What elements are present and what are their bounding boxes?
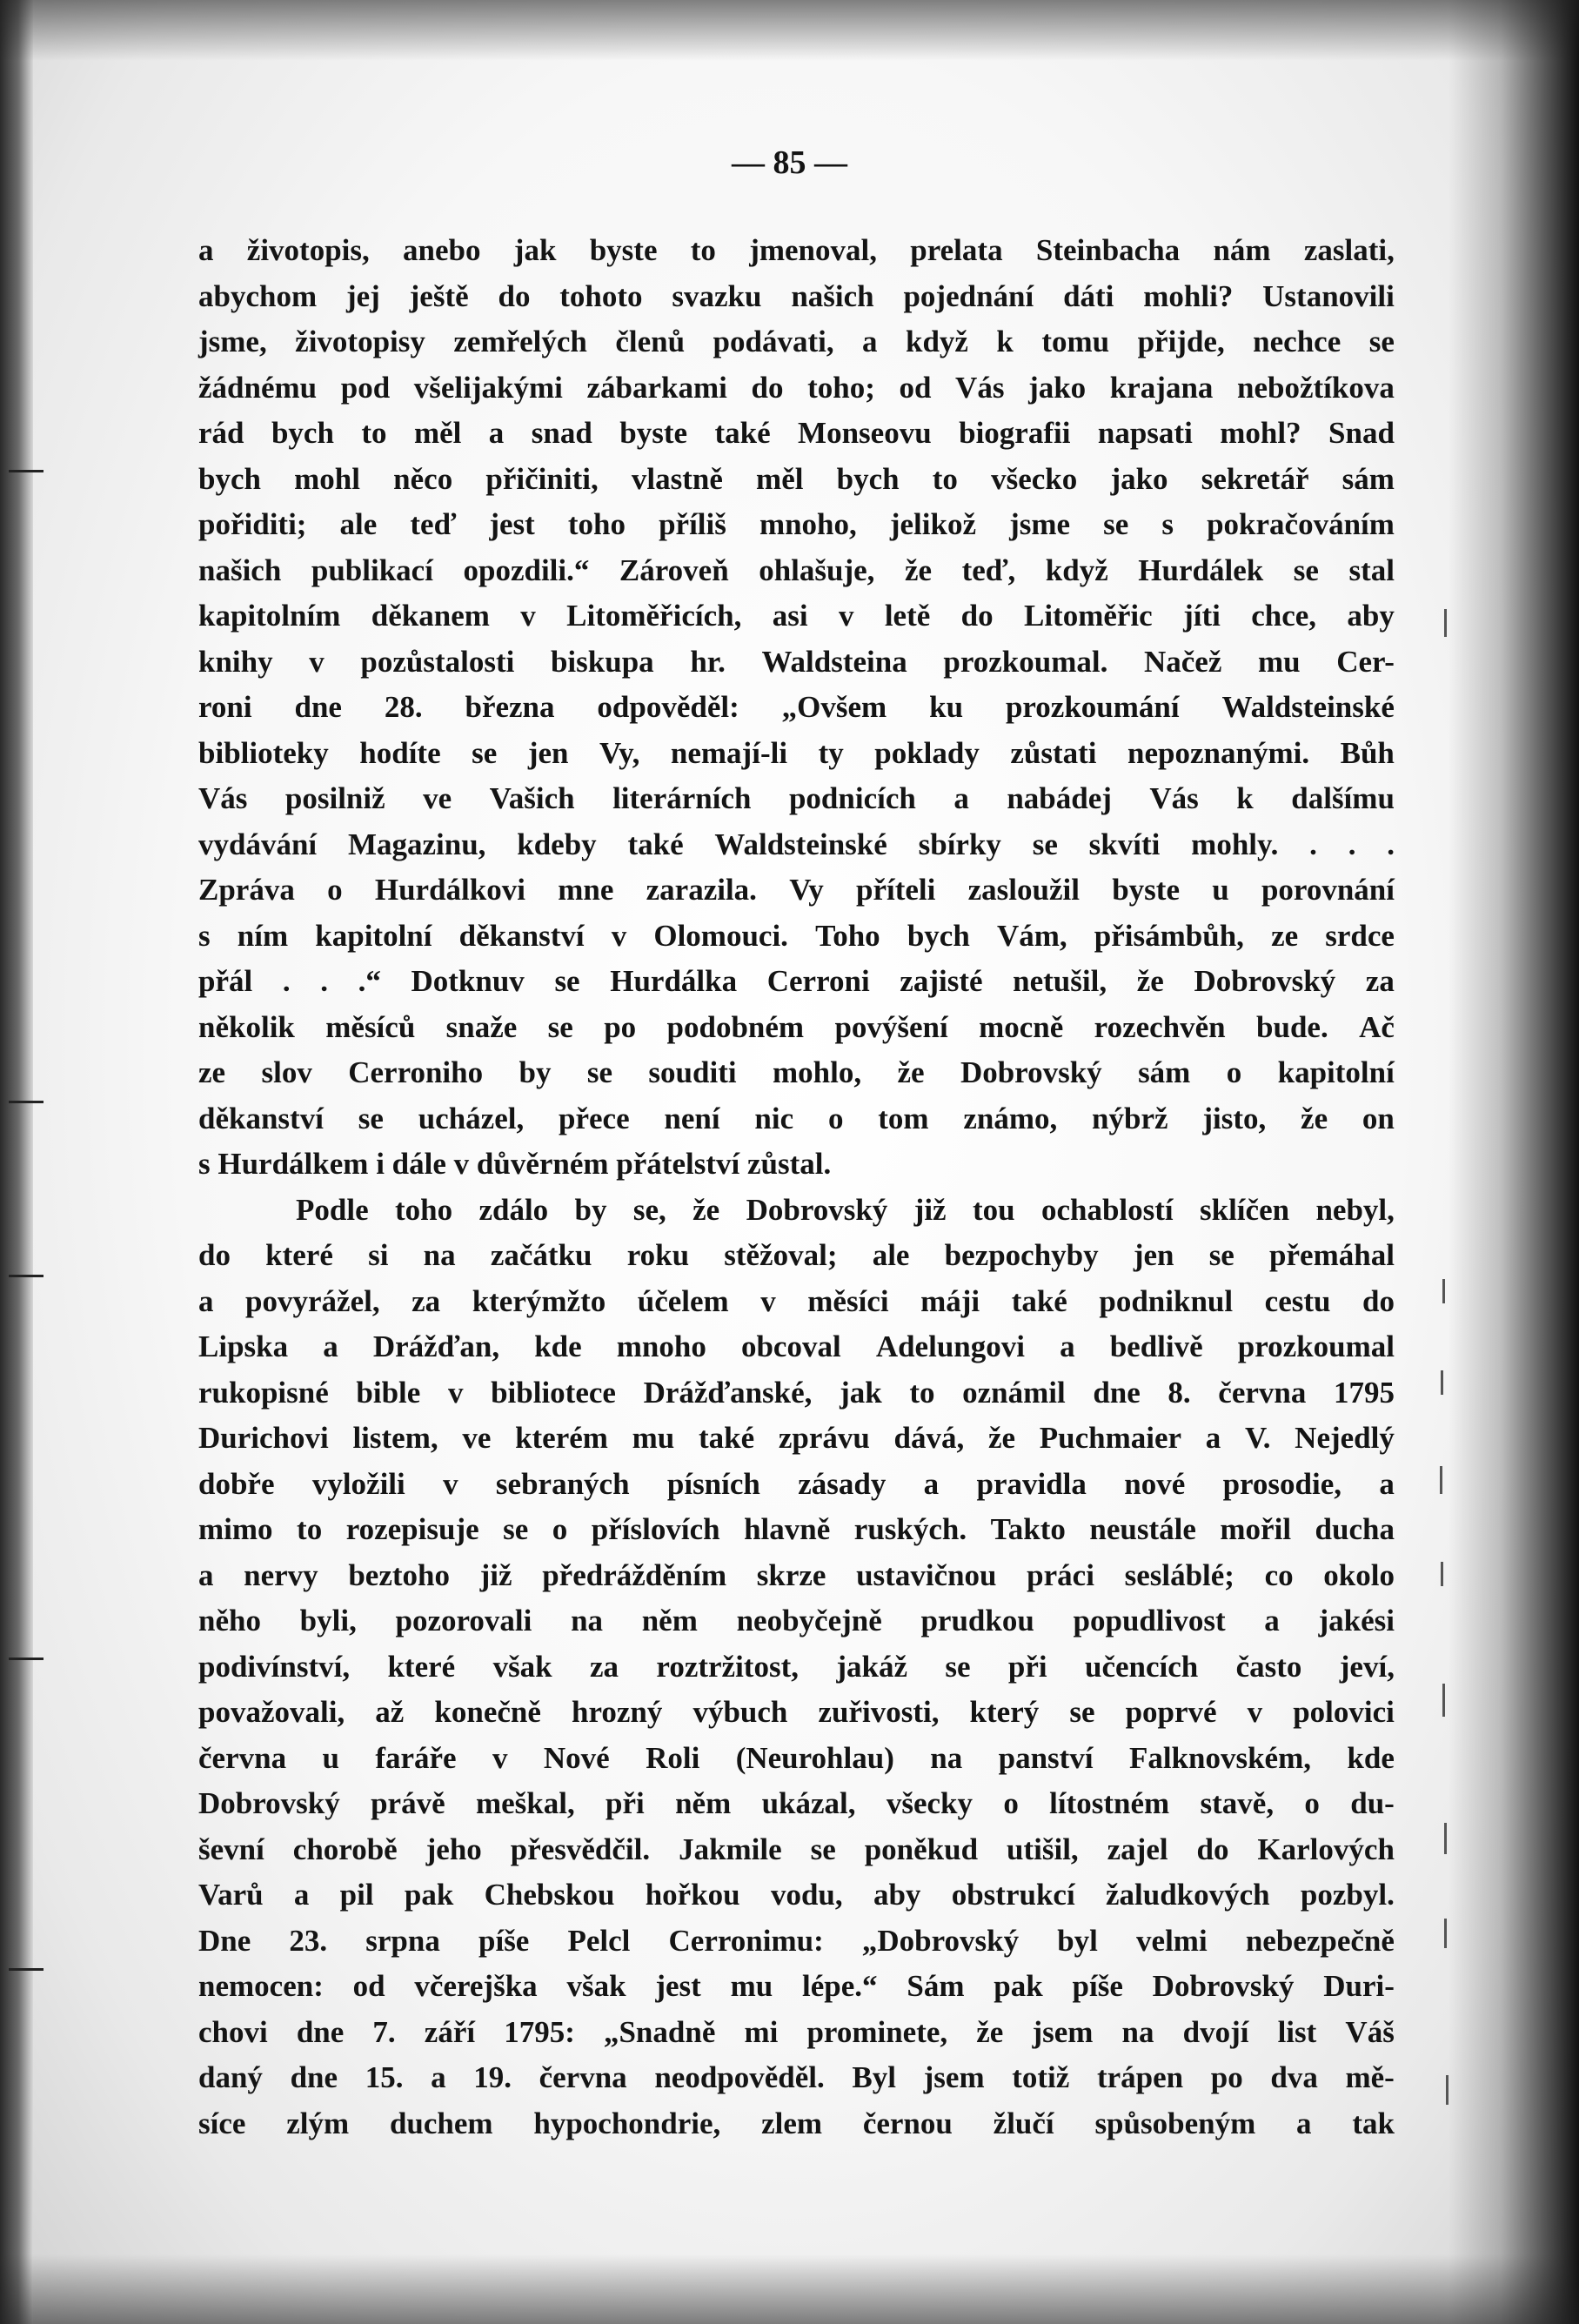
text-line: a nervy beztoho již předrážděním skrze ustavičnou práci sesláblé; co okolo <box>198 1557 1395 1592</box>
paragraph <box>198 1188 1395 2147</box>
text-line: Vás posilniž ve Vašich literárních podnicích a nabádej Vás k dalšímu <box>198 781 1395 815</box>
text-line: vydávání Magazinu, kdeby také Waldsteinské sbírky se skvíti mohly. . . . <box>198 827 1395 861</box>
binding-mark <box>9 1101 43 1103</box>
text-line: a povyrážel, za kterýmžto účelem v měsíci máji také podniknul cestu do <box>198 1283 1395 1318</box>
margin-mark <box>1442 1684 1445 1717</box>
text-line: nemocen: od včerejška však jest mu lépe.“ Sám pak píše Dobrovský Duri- <box>198 1969 1395 2003</box>
binding-mark <box>9 1275 43 1277</box>
text-line: síce zlým duchem hypochondrie, zlem černou žlučí spůsobeným a tak <box>198 2106 1395 2140</box>
text-line: Podle toho zdálo by se, že Dobrovský již tou ochablostí sklíčen nebyl, <box>296 1192 1395 1227</box>
text-line: mimo to rozepisuje se o příslovích hlavně ruských. Takto neustále mořil ducha <box>198 1512 1395 1546</box>
margin-mark <box>1444 1919 1447 1948</box>
text-line: do které si na začátku roku stěžoval; ale bezpochyby jen se přemáhal <box>198 1238 1395 1272</box>
text-line: rád bych to měl a snad byste také Monseovu biografii napsati mohl? Snad <box>198 416 1395 450</box>
text-line: pořiditi; ale teď jest toho příliš mnoho, jelikož jsme se s pokračováním <box>198 507 1395 541</box>
text-line: Lipska a Drážďan, kde mnoho obcoval Adelungovi a bedlivě prozkoumal <box>198 1329 1395 1363</box>
page-number: — 85 — <box>732 144 847 181</box>
binding-mark <box>9 470 43 472</box>
text-line: Dobrovský právě meškal, při něm ukázal, všecky o lítostném stavě, o du- <box>198 1786 1395 1820</box>
margin-mark <box>1440 1466 1442 1494</box>
text-line: abychom jej ještě do tohoto svazku našich pojednání dáti mohli? Ustanovili <box>198 278 1395 313</box>
binding-mark <box>9 1658 43 1660</box>
text-line: Dne 23. srpna píše Pelcl Cerronimu: „Dobrovský byl velmi nebezpečně <box>198 1923 1395 1958</box>
text-line: kapitolním děkanem v Litoměřicích, asi v letě do Litoměřic jíti chce, aby <box>198 599 1395 633</box>
text-line: jsme, životopisy zemřelých členů podávati, a když k tomu přijde, nechce se <box>198 325 1395 358</box>
scan-shadow-top <box>0 0 1579 61</box>
text-line: něho byli, pozorovali na něm neobyčejně prudkou popudlivost a jakési <box>198 1604 1395 1638</box>
text-line: našich publikací opozdili.“ Zároveň ohlašuje, že teď, když Hurdálek se stal <box>198 553 1395 587</box>
text-line: ševní chorobě jeho přesvědčil. Jakmile se poněkud utišil, zajel do Karlových <box>198 1832 1395 1866</box>
text-line: žádnému pod všelijakými zábarkami do toho; od Vás jako krajana nebožtíkova <box>198 370 1395 405</box>
text-line: Zpráva o Hurdálkovi mne zarazila. Vy příteli zasloužil byste u porovnání <box>198 873 1395 907</box>
binding-mark <box>9 1968 43 1971</box>
margin-mark <box>1441 1370 1443 1395</box>
text-line: děkanství se ucházel, přece není nic o tom známo, nýbrž jisto, že on <box>198 1101 1395 1135</box>
text-line: podivínství, které však za roztržitost, jakáž se při učencích často jeví, <box>198 1649 1395 1684</box>
text-line: roni dne 28. března odpověděl: „Ovšem ku prozkoumání Waldsteinské <box>198 690 1395 724</box>
text-line: a životopis, anebo jak byste to jmenoval, prelata Steinbacha nám zaslati, <box>198 233 1395 267</box>
text-line: Varů a pil pak Chebskou hořkou vodu, aby obstrukcí žaludkových pozbyl. <box>198 1878 1395 1912</box>
text-line: přál . . .“ Dotknuv se Hurdálka Cerroni zajisté netušil, že Dobrovský za <box>198 964 1395 998</box>
text-line: ze slov Cerroniho by se souditi mohlo, že Dobrovský sám o kapitolní <box>198 1055 1395 1089</box>
body-text <box>198 228 1395 2147</box>
text-line: považovali, až konečně hrozný výbuch zuřivosti, který se poprvé v polovici <box>198 1695 1395 1729</box>
text-line: Durichovi listem, ve kterém mu také zprávu dává, že Puchmaier a V. Nejedlý <box>198 1421 1395 1455</box>
text-line: dobře vyložili v sebraných písních zásady a pravidla nové prosodie, a <box>198 1466 1395 1501</box>
margin-mark <box>1441 1562 1443 1586</box>
paragraph <box>198 228 1395 1188</box>
text-line: biblioteky hodíte se jen Vy, nemají-li ty poklady zůstati nepoznanými. Bůh <box>198 735 1395 770</box>
margin-mark <box>1442 1279 1445 1303</box>
binding-shadow-left <box>0 0 33 2324</box>
text-line: daný dne 15. a 19. června neodpověděl. Byl jsem totiž trápen po dva mě- <box>198 2060 1395 2094</box>
text-line: s Hurdálkem i dále v důvěrném přátelství zůstal. <box>198 1147 832 1181</box>
text-line: chovi dne 7. září 1795: „Snadně mi prominete, že jsem na dvojí list Váš <box>198 2014 1395 2049</box>
text-line: bych mohl něco přičiniti, vlastně měl bych to všecko jako sekretář sám <box>198 461 1395 496</box>
margin-mark <box>1444 1823 1447 1854</box>
scan-shadow-bottom <box>0 2254 1579 2324</box>
text-line: s ním kapitolní děkanství v Olomouci. Toho bych Vám, přisámbůh, ze srdce <box>198 918 1395 953</box>
text-line: knihy v pozůstalosti biskupa hr. Waldsteina prozkoumal. Načež mu Cer- <box>198 644 1395 679</box>
text-line: června u faráře v Nové Roli (Neurohlau) na panství Falknovském, kde <box>198 1740 1395 1775</box>
margin-mark <box>1446 2075 1449 2105</box>
margin-mark <box>1444 609 1447 637</box>
text-line: rukopisné bible v bibliotece Drážďanské, jak to oznámil dne 8. června 1795 <box>198 1375 1395 1410</box>
scan-shadow-right <box>1449 0 1579 2324</box>
text-line: několik měsíců snaže se po podobném povýšení mocně rozechvěn bude. Ač <box>198 1009 1395 1044</box>
